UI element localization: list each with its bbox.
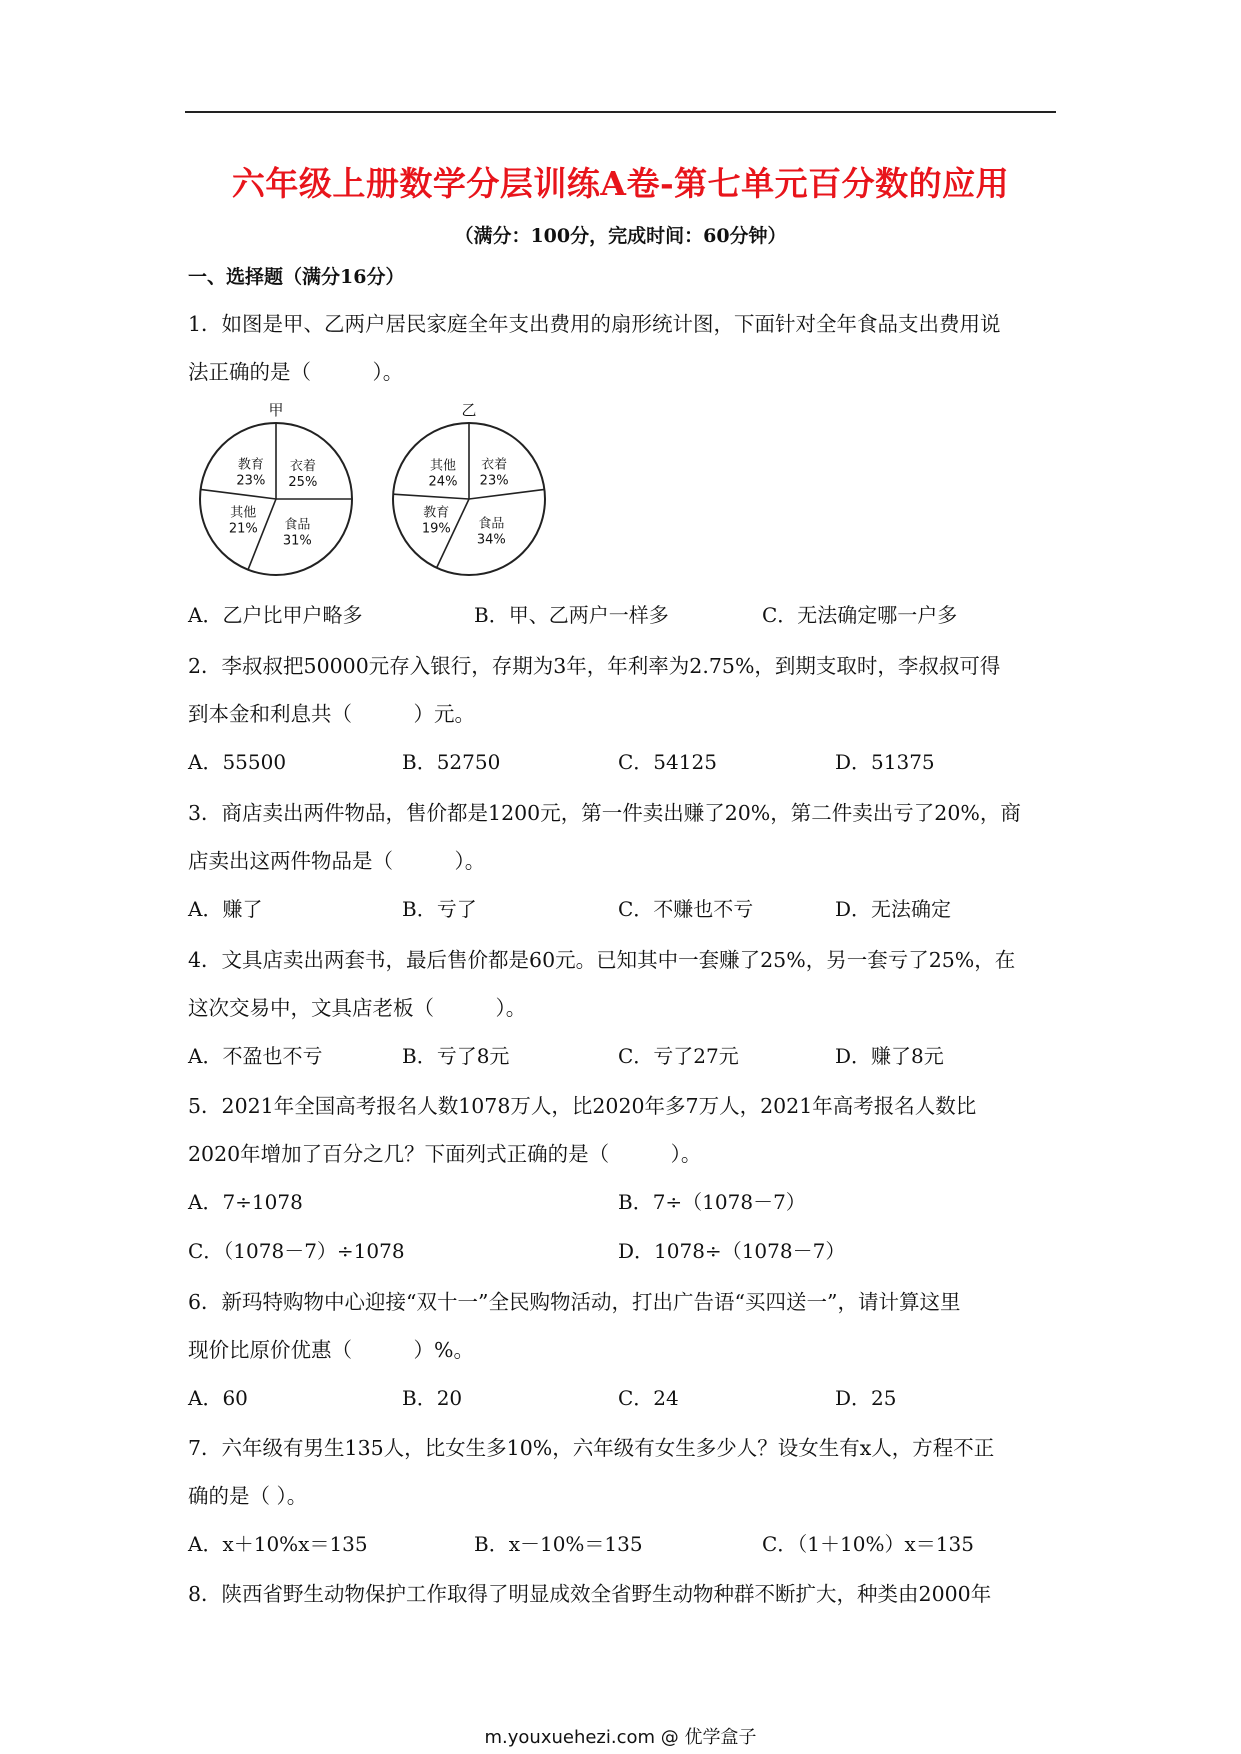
pie-chart-jia	[196, 399, 366, 583]
question-5-line-1: 5．2021年全国高考报名人数1078万人，比2020年多7万人，2021年高考报名人数比	[188, 1094, 977, 1118]
pie-chart-yi-svg	[389, 399, 559, 579]
pie-slice-name-label: 食品	[284, 517, 311, 533]
q7-option-b[interactable]: B．x－10%＝135	[474, 1532, 643, 1556]
pie-slice-name-label: 食品	[478, 516, 505, 532]
question-1-line-1: 1．如图是甲、乙两户居民家庭全年支出费用的扇形统计图，下面针对全年食品支出费用说	[188, 312, 1001, 336]
q4-option-b[interactable]: B．亏了8元	[402, 1044, 510, 1068]
pie-slice-percent-label: 21%	[228, 521, 258, 537]
q5-option-d[interactable]: D．1078÷（1078－7）	[618, 1239, 846, 1263]
q4-option-a[interactable]: A．不盈也不亏	[188, 1044, 323, 1068]
question-2-line-2: 到本金和利息共（ ）元。	[188, 702, 475, 726]
q5-option-c[interactable]: C．（1078－7）÷1078	[188, 1239, 405, 1263]
pie-slice-name-label: 教育	[423, 505, 450, 521]
q5-option-a[interactable]: A．7÷1078	[188, 1190, 303, 1214]
question-8-line-1: 8．陕西省野生动物保护工作取得了明显成效全省野生动物种群不断扩大，种类由2000年	[188, 1582, 992, 1606]
q5-option-b[interactable]: B．7÷（1078－7）	[618, 1190, 806, 1214]
q2-option-c[interactable]: C．54125	[618, 750, 717, 774]
q6-option-d[interactable]: D．25	[835, 1386, 897, 1410]
pie-slice-name-label: 其他	[230, 505, 257, 521]
pie-chart-jia-svg	[196, 399, 366, 579]
question-5-line-2: 2020年增加了百分之几？下面列式正确的是（ ）。	[188, 1142, 702, 1166]
section-heading: 一、选择题（满分16分）	[188, 266, 405, 288]
question-2-line-1: 2．李叔叔把50000元存入银行，存期为3年，年利率为2.75%，到期支取时，李叔叔可得	[188, 654, 1001, 678]
q2-option-a[interactable]: A．55500	[188, 750, 287, 774]
pie-chart-yi-slices	[393, 423, 545, 575]
q3-option-a[interactable]: A．赚了	[188, 897, 263, 921]
q7-option-a[interactable]: A．x＋10%x＝135	[188, 1532, 368, 1556]
pie-slice-percent-label: 19%	[421, 521, 451, 537]
pie-slice-divider	[469, 489, 544, 499]
pie-slice-percent-label: 24%	[428, 474, 458, 490]
q6-option-a[interactable]: A．60	[188, 1386, 248, 1410]
footer-watermark: m.youxuehezi.com @ 优学盒子	[484, 1727, 757, 1748]
q3-option-d[interactable]: D．无法确定	[835, 897, 952, 921]
question-7-line-1: 7．六年级有男生135人，比女生多10%，六年级有女生多少人？设女生有x人，方程不正	[188, 1436, 995, 1460]
pie-slice-divider	[201, 489, 276, 499]
pie-slice-name-label: 教育	[237, 457, 264, 473]
pie-chart-jia-slices	[200, 423, 352, 575]
pie-slice-percent-label: 23%	[479, 473, 509, 489]
q4-option-c[interactable]: C．亏了27元	[618, 1044, 739, 1068]
q2-option-b[interactable]: B．52750	[402, 750, 501, 774]
header-rule	[185, 111, 1056, 113]
question-6-line-2: 现价比原价优惠（ ）%。	[188, 1338, 474, 1362]
q1-option-b[interactable]: B．甲、乙两户一样多	[474, 603, 669, 627]
pie-slice-percent-label: 23%	[236, 473, 266, 489]
pie-slice-percent-label: 31%	[282, 533, 312, 549]
pie-slice-name-label: 衣着	[481, 457, 508, 473]
question-4-line-2: 这次交易中，文具店老板（ ）。	[188, 996, 527, 1020]
pie-slice-name-label: 其他	[429, 458, 456, 474]
q6-option-b[interactable]: B．20	[402, 1386, 463, 1410]
pie-slice-name-label: 衣着	[289, 459, 316, 475]
q2-option-d[interactable]: D．51375	[835, 750, 935, 774]
page-subtitle: （满分：100分，完成时间：60分钟）	[454, 225, 787, 247]
question-7-line-2: 确的是（ ）。	[188, 1484, 308, 1508]
q6-option-c[interactable]: C．24	[618, 1386, 679, 1410]
pie-chart-jia-title: 甲	[268, 401, 284, 419]
q1-option-c[interactable]: C．无法确定哪一户多	[762, 603, 958, 627]
q7-option-c[interactable]: C．（1＋10%）x＝135	[762, 1532, 974, 1556]
q3-option-c[interactable]: C．不赚也不亏	[618, 897, 754, 921]
question-3-line-2: 店卖出这两件物品是（ ）。	[188, 849, 486, 873]
q4-option-d[interactable]: D．赚了8元	[835, 1044, 944, 1068]
pie-chart-yi-title: 乙	[461, 401, 477, 419]
pie-slice-percent-label: 25%	[288, 475, 318, 491]
question-4-line-1: 4．文具店卖出两套书，最后售价都是60元。已知其中一套赚了25%，另一套亏了25%，在	[188, 948, 1016, 972]
q1-option-a[interactable]: A．乙户比甲户略多	[188, 603, 363, 627]
q3-option-b[interactable]: B．亏了	[402, 897, 477, 921]
page-title: 六年级上册数学分层训练A卷-第七单元百分数的应用	[231, 164, 1010, 203]
pie-slice-percent-label: 34%	[476, 532, 506, 548]
pie-chart-yi	[389, 399, 559, 583]
question-6-line-1: 6．新玛特购物中心迎接“双十一”全民购物活动，打出广告语“买四送一”，请计算这里	[188, 1290, 961, 1314]
question-3-line-1: 3．商店卖出两件物品，售价都是1200元，第一件卖出赚了20%，第二件卖出亏了20%，商	[188, 801, 1021, 825]
question-1-line-2: 法正确的是（ ）。	[188, 360, 404, 384]
pie-slice-divider	[393, 494, 469, 499]
